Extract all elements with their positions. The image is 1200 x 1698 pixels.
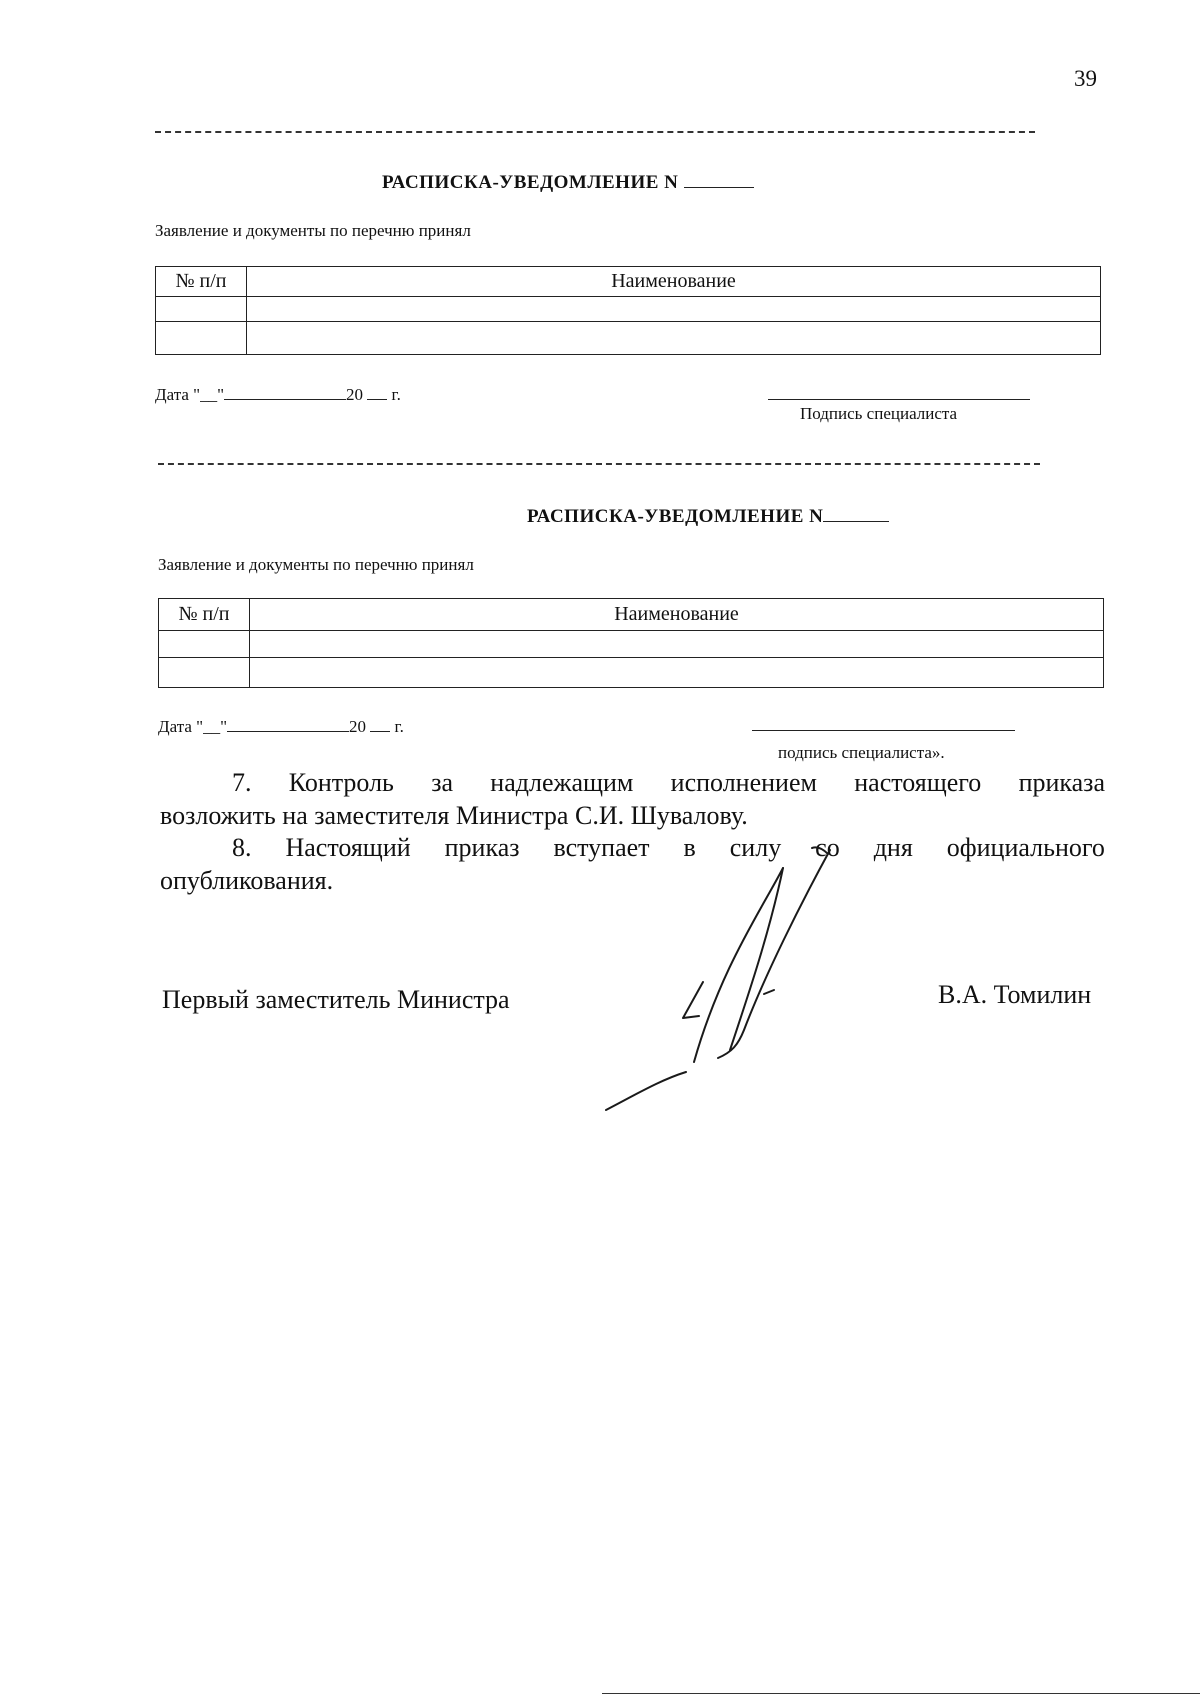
signature-stroke — [683, 982, 703, 1018]
word: в — [683, 833, 696, 862]
scan-edge-line — [602, 1693, 1200, 1694]
signer-title: Первый заместитель Министра — [162, 985, 510, 1014]
word: дня — [873, 833, 913, 862]
column-header-number: № п/п — [156, 267, 247, 297]
word: Контроль — [288, 768, 394, 797]
word: официального — [946, 833, 1105, 862]
word: Настоящий — [285, 833, 411, 862]
word: 7. — [232, 768, 252, 797]
signature-stroke — [718, 850, 830, 1058]
receipt-intro: Заявление и документы по перечню принял — [158, 555, 474, 574]
signature-stroke — [606, 1072, 686, 1110]
column-header-number: № п/п — [159, 599, 250, 631]
page-number: 39 — [1074, 66, 1097, 91]
signature-stroke — [694, 868, 783, 1062]
date-line: Дата "__" 20 г. — [158, 717, 404, 736]
receipt-intro: Заявление и документы по перечню принял — [155, 221, 471, 240]
word: вступает — [553, 833, 650, 862]
word: приказа — [1018, 768, 1105, 797]
word: силу — [729, 833, 782, 862]
signature-caption: Подпись специалиста — [800, 404, 958, 423]
word: приказ — [444, 833, 520, 862]
receipt-title: РАСПИСКА-УВЕДОМЛЕНИЕ N — [527, 506, 889, 528]
paragraph-7-line-2: возложить на заместителя Министра С.И. Шувалову. — [160, 801, 748, 830]
date-line: Дата "__" 20 г. — [155, 385, 401, 404]
receipt-title: РАСПИСКА-УВЕДОМЛЕНИЕ N — [382, 172, 754, 194]
word: за — [431, 768, 454, 797]
word: надлежащим — [490, 768, 634, 797]
column-header-name: Наименование — [247, 267, 1101, 297]
signature-stroke — [764, 990, 774, 994]
word: настоящего — [854, 768, 982, 797]
word: 8. — [232, 833, 252, 862]
paragraph-8-line-2: опубликования. — [160, 866, 334, 895]
signature-stroke — [812, 847, 828, 854]
word: со — [815, 833, 840, 862]
word: исполнением — [670, 768, 817, 797]
signer-name: В.А. Томилин — [938, 980, 1092, 1009]
signature-caption: подпись специалиста». — [778, 743, 945, 762]
column-header-name: Наименование — [250, 599, 1104, 631]
